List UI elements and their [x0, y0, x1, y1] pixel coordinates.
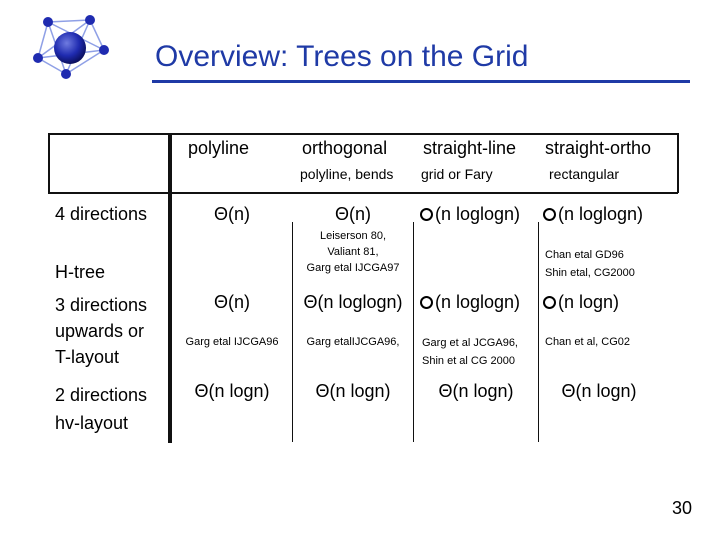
- cell-r2-polyline-ref: Garg etal IJCGA96: [185, 336, 279, 348]
- row-header-h-tree: H-tree: [55, 262, 106, 282]
- cell-r2-orthogonal-ref: Garg etalIJCGA96,: [306, 336, 400, 348]
- cell-r2-polyline-bound: Θ(n): [214, 292, 250, 312]
- network-graph-logo-icon: [28, 10, 112, 80]
- title-underline: [152, 80, 690, 83]
- big-o-icon: [420, 208, 433, 221]
- row-header-4-directions: 4 directions: [55, 204, 148, 224]
- col-header-straight-line: straight-line: [423, 138, 517, 158]
- slide-title: Overview: Trees on the Grid: [155, 40, 529, 73]
- cell-r1-straight-ortho-ref: Chan etal GD96 Shin etal, CG2000: [545, 249, 635, 279]
- row-header-3-directions: 3 directions upwards or T-layout: [55, 295, 148, 367]
- cell-r1-orthogonal-bound: Θ(n): [335, 204, 371, 224]
- col-header-polyline: polyline: [188, 138, 250, 158]
- col-subheader-straight-ortho: rectangular: [549, 166, 620, 182]
- col-header-straight-ortho: straight-ortho: [545, 138, 652, 158]
- cell-r1-orthogonal-ref: Leiserson 80, Valiant 81, Garg etal IJCGA97: [306, 230, 400, 274]
- cell-r1-straight-ortho-bound: (n loglogn): [543, 204, 643, 225]
- table-border-left: [48, 133, 50, 193]
- col-subheader-straight-line: grid or Fary: [421, 166, 493, 182]
- table-col-divider-3: [538, 222, 539, 442]
- cell-r2-straight-ortho-bound: (n logn): [543, 292, 619, 313]
- cell-r3-orthogonal-bound: Θ(n logn): [315, 381, 391, 401]
- big-o-icon: [543, 208, 556, 221]
- cell-r3-straight-ortho-bound: Θ(n logn): [561, 381, 637, 401]
- cell-r1-polyline-bound: Θ(n): [214, 204, 250, 224]
- row-header-2-directions: 2 directions hv-layout: [55, 385, 148, 433]
- page-number: 30: [672, 498, 693, 518]
- table-border-right: [677, 133, 679, 193]
- table-divider-header: [48, 192, 678, 194]
- table-col-divider-2: [413, 222, 414, 442]
- cell-r2-orthogonal-bound: Θ(n loglogn): [303, 292, 403, 312]
- table-border-top: [48, 133, 678, 135]
- cell-r1-straight-line-bound: (n loglogn): [420, 204, 520, 225]
- col-subheader-orthogonal: polyline, bends: [300, 166, 394, 182]
- big-o-icon: [543, 296, 556, 309]
- cell-r2-straight-ortho-ref: Chan et al, CG02: [545, 336, 630, 348]
- cell-r3-straight-line-bound: Θ(n logn): [438, 381, 514, 401]
- big-o-icon: [420, 296, 433, 309]
- cell-r3-polyline-bound: Θ(n logn): [194, 381, 270, 401]
- cell-r2-straight-line-bound: (n loglogn): [420, 292, 520, 313]
- cell-r2-straight-line-ref: Garg et al JCGA96, Shin et al CG 2000: [422, 337, 518, 367]
- col-header-orthogonal: orthogonal: [302, 138, 388, 158]
